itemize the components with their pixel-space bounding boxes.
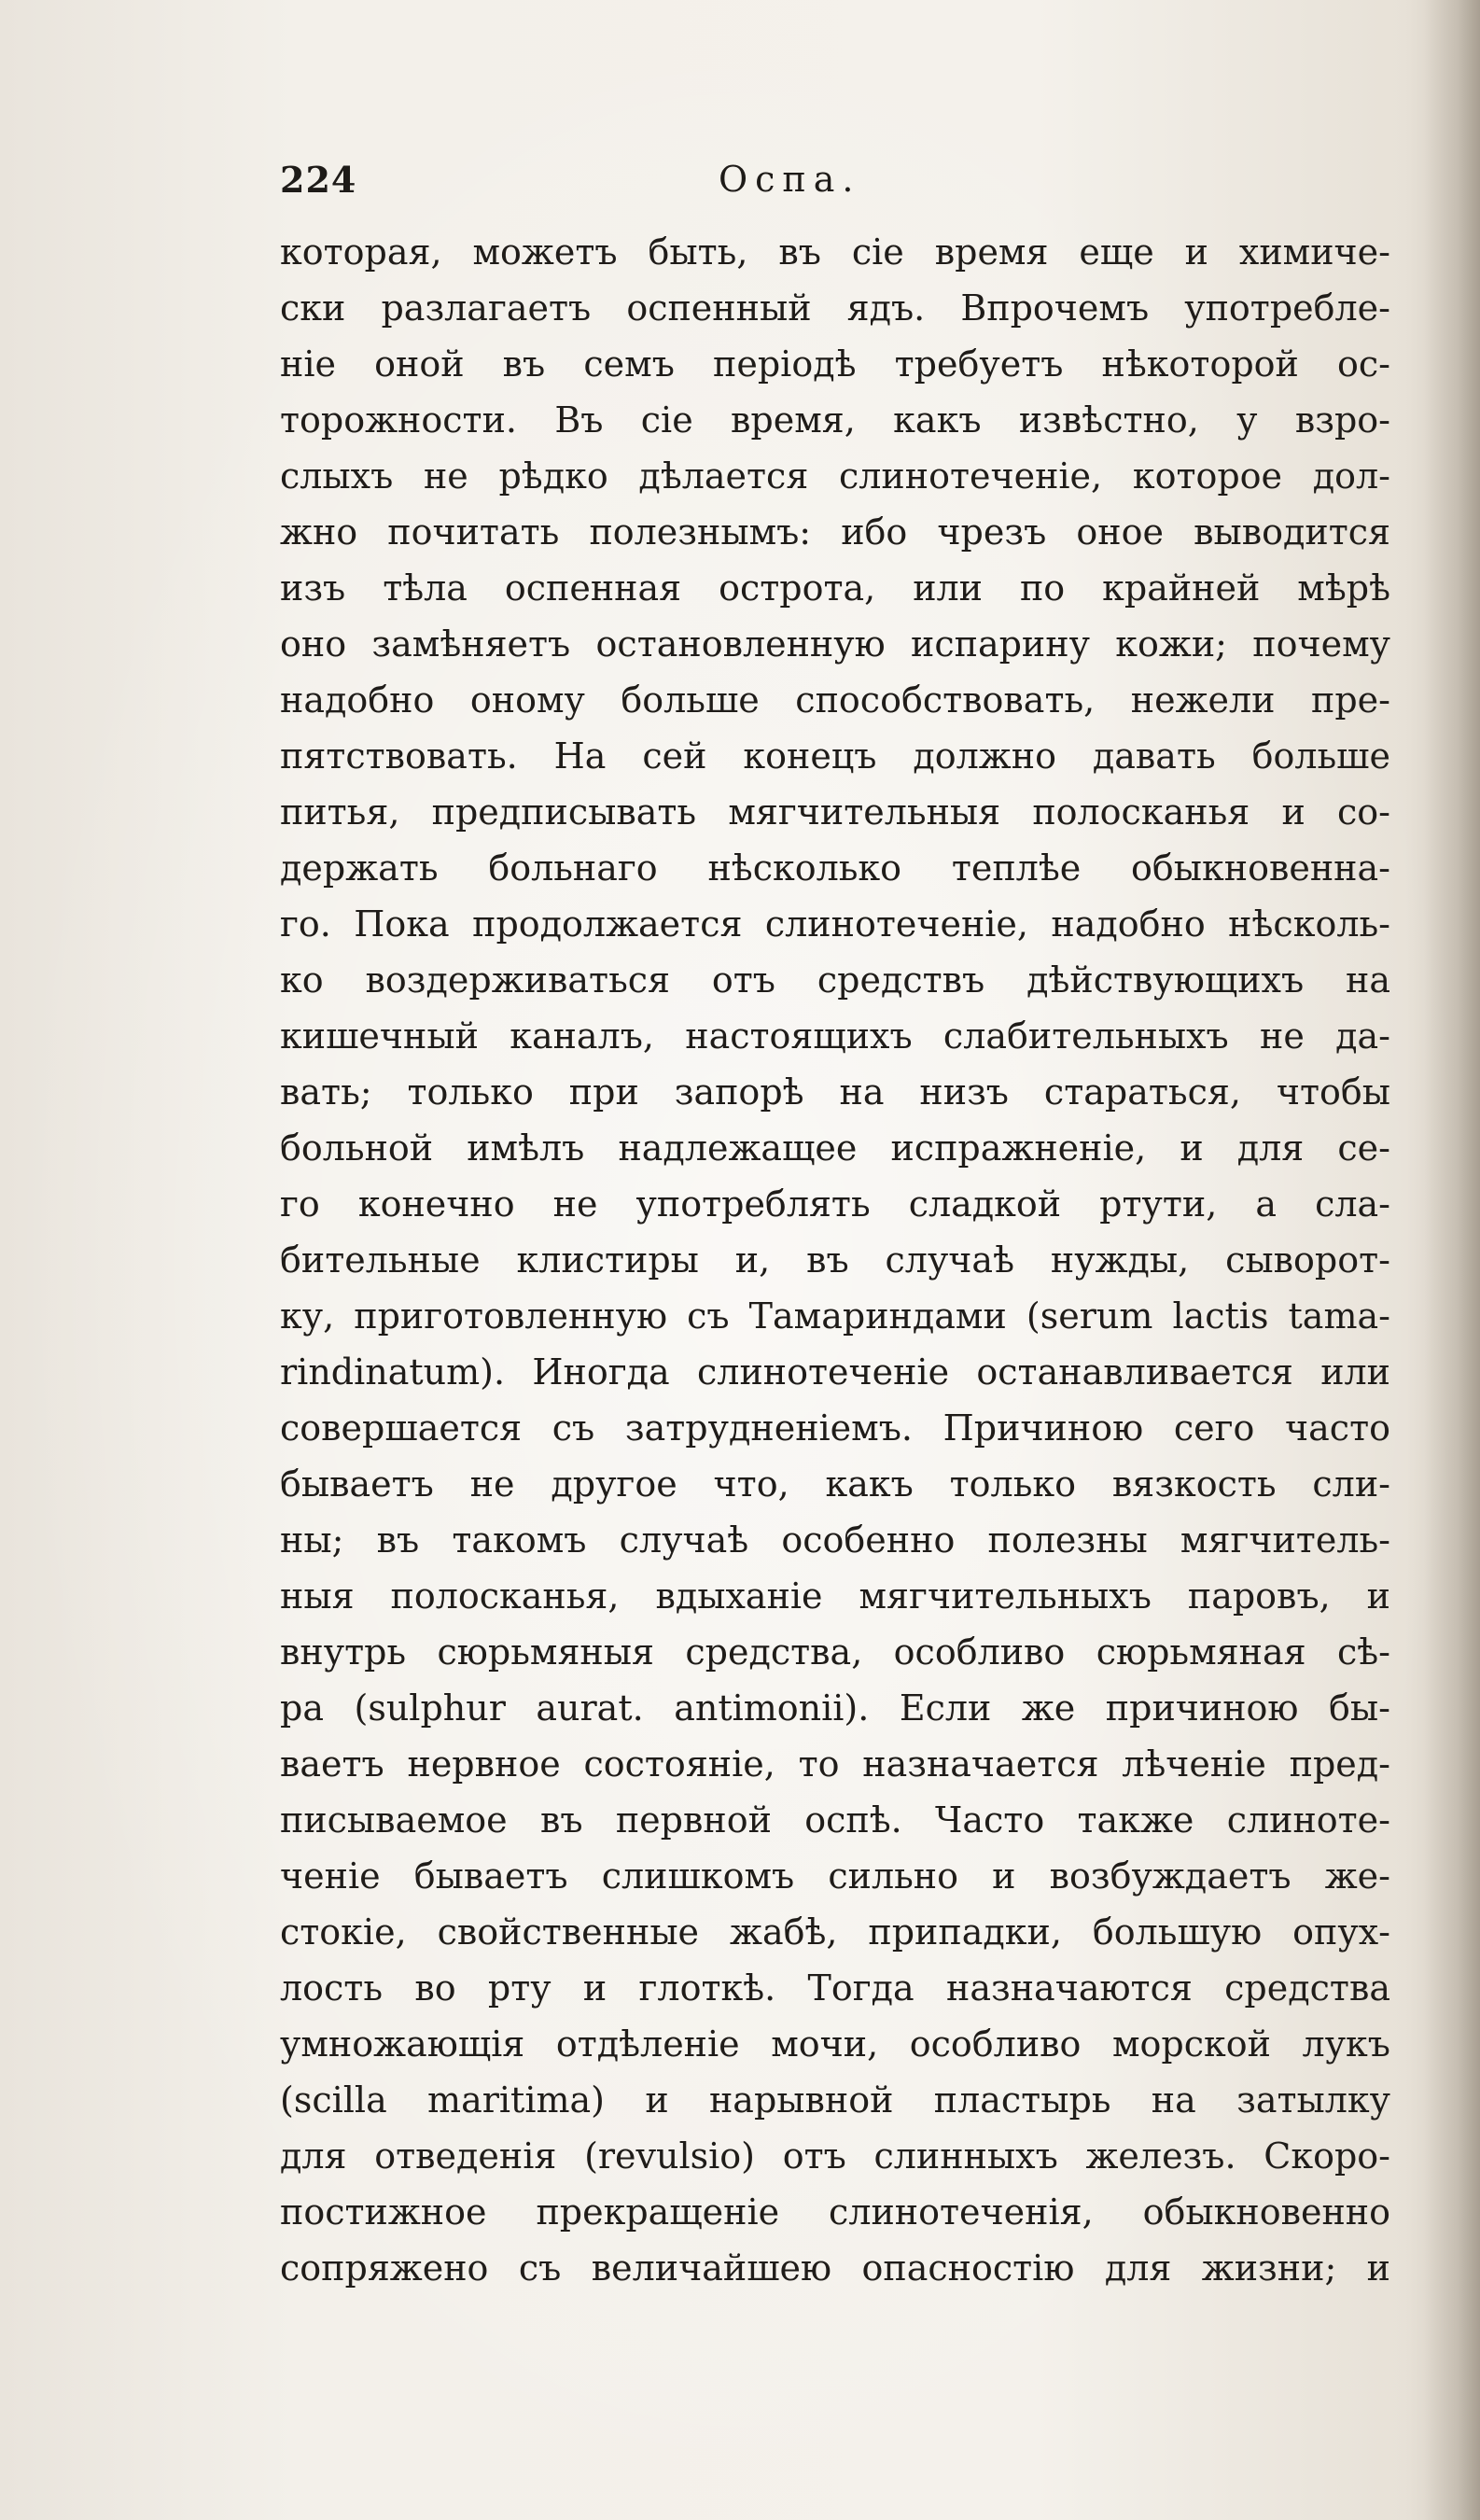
text-line: ченіе бываетъ слишкомъ сильно и возбуждаетъ же- bbox=[280, 1855, 1390, 1897]
text-line: постижное прекращеніе слинотеченія, обыкновенно bbox=[280, 2191, 1390, 2233]
text-line: оно замѣняетъ остановленную испарину кожи; почему bbox=[280, 623, 1390, 665]
text-line: бительные клистиры и, въ случаѣ нужды, сыворот- bbox=[280, 1239, 1390, 1281]
text-line: надобно оному больше способствовать, нежели пре- bbox=[280, 679, 1390, 721]
text-line: ку, приготовленную съ Тамариндами (serum lactis tama- bbox=[280, 1295, 1390, 1337]
text-line: сопряжено съ величайшею опасностію для жизни; и bbox=[280, 2247, 1390, 2289]
text-line: ко воздерживаться отъ средствъ дѣйствующихъ на bbox=[280, 959, 1390, 1001]
text-line: вать; только при запорѣ на низъ стараться, чтобы bbox=[280, 1071, 1390, 1113]
page-edge-shadow bbox=[1424, 0, 1480, 2520]
page-number: 224 bbox=[280, 159, 357, 201]
text-line: rindinatum). Иногда слинотеченіе останавливается или bbox=[280, 1351, 1390, 1393]
text-line: совершается съ затрудненіемъ. Причиною сего часто bbox=[280, 1407, 1390, 1449]
text-line: писываемое въ первной оспѣ. Часто также слиноте- bbox=[280, 1799, 1390, 1841]
text-line: ра (sulphur aurat. antimonii). Если же причиною бы- bbox=[280, 1687, 1390, 1729]
body-text bbox=[280, 224, 1390, 2296]
text-line: жно почитать полезнымъ: ибо чрезъ оное выводится bbox=[280, 511, 1390, 553]
text-line: ски разлагаетъ оспенный ядъ. Впрочемъ употребле- bbox=[280, 287, 1390, 329]
running-title: Оспа. bbox=[719, 159, 861, 200]
text-line: изъ тѣла оспенная острота, или по крайней мѣрѣ bbox=[280, 567, 1390, 609]
text-line: пятствовать. На сей конецъ должно давать больше bbox=[280, 735, 1390, 777]
text-line: держать больнаго нѣсколько теплѣе обыкновенна- bbox=[280, 847, 1390, 889]
text-line: ны; въ такомъ случаѣ особенно полезны мягчитель- bbox=[280, 1519, 1390, 1561]
text-line: ваетъ нервное состояніе, то назначается лѣченіе пред- bbox=[280, 1743, 1390, 1785]
text-line: ніе оной въ семъ періодѣ требуетъ нѣкоторой ос- bbox=[280, 343, 1390, 385]
text-line: кишечный каналъ, настоящихъ слабительныхъ не да- bbox=[280, 1015, 1390, 1057]
text-line: для отведенія (revulsio) отъ слинныхъ железъ. Скоро- bbox=[280, 2135, 1390, 2177]
text-line: внутрь сюрьмяныя средства, особливо сюрьмяная сѣ- bbox=[280, 1631, 1390, 1673]
text-line: го. Пока продолжается слинотеченіе, надобно нѣсколь- bbox=[280, 903, 1390, 945]
text-line: (scilla maritima) и нарывной пластырь на затылку bbox=[280, 2079, 1390, 2121]
text-line: ныя полосканья, вдыханіе мягчительныхъ паровъ, и bbox=[280, 1575, 1390, 1617]
text-line: умножающія отдѣленіе мочи, особливо морской лукъ bbox=[280, 2023, 1390, 2065]
text-line: лость во рту и глоткѣ. Тогда назначаются средства bbox=[280, 1967, 1390, 2009]
page-header bbox=[280, 159, 1390, 215]
text-line: слыхъ не рѣдко дѣлается слинотеченіе, которое дол- bbox=[280, 455, 1390, 497]
text-line: го конечно не употреблять сладкой ртути, а сла- bbox=[280, 1183, 1390, 1225]
text-line: питья, предписывать мягчительныя полосканья и со- bbox=[280, 791, 1390, 833]
text-line: торожности. Въ сіе время, какъ извѣстно, у взро- bbox=[280, 399, 1390, 441]
text-line: стокіе, свойственные жабѣ, припадки, большую опух- bbox=[280, 1911, 1390, 1953]
text-line: которая, можетъ быть, въ сіе время еще и химиче- bbox=[280, 231, 1390, 273]
text-line: бываетъ не другое что, какъ только вязкость сли- bbox=[280, 1463, 1390, 1505]
text-line: больной имѣлъ надлежащее испражненіе, и для се- bbox=[280, 1127, 1390, 1169]
